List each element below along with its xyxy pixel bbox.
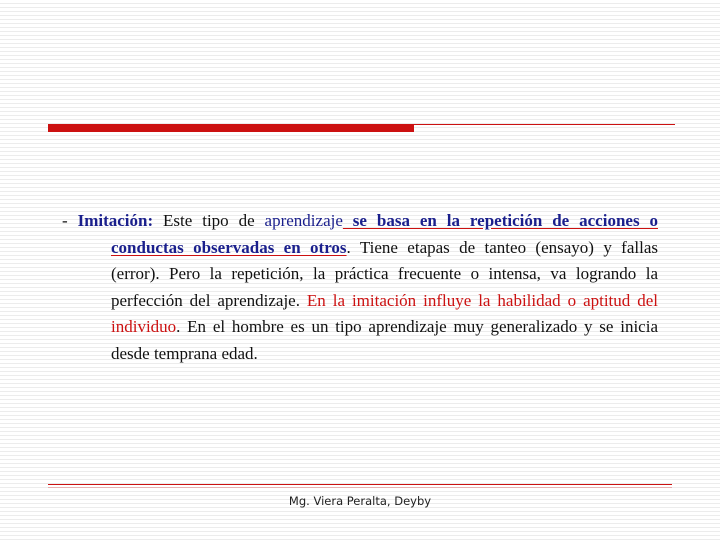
footer-author: Mg. Viera Peralta, Deyby: [288, 494, 432, 508]
top-rule-thin: [414, 124, 675, 125]
bullet-dash: -: [62, 211, 78, 230]
text-aprendizaje: aprendizaje: [264, 211, 343, 230]
text-influencia: En la imitación influye la habilidad o aptitud del individuo: [111, 290, 658, 336]
paragraph-imitacion: [62, 208, 658, 367]
bottom-rule-shadow: [48, 487, 672, 488]
text-segment-3: . En el hombre es un tipo aprendizaje muy generalizado y se inicia desde temprana edad.: [111, 317, 658, 363]
term-imitacion: Imitación:: [77, 211, 154, 230]
slide-content: [62, 208, 658, 367]
top-rule-thick: [48, 124, 414, 132]
bottom-rule: [48, 484, 672, 485]
text-segment-2: . Tiene etapas de tanteo (ensayo) y fallas (error). Pero la repetición, la práctica frecuente o intensa, va logrando la perfección del aprendizaje.: [111, 237, 658, 310]
text-segment-1: Este tipo de: [153, 211, 265, 230]
text-definicion: se basa en la repetición de acciones o conductas observadas en otros: [111, 211, 658, 257]
